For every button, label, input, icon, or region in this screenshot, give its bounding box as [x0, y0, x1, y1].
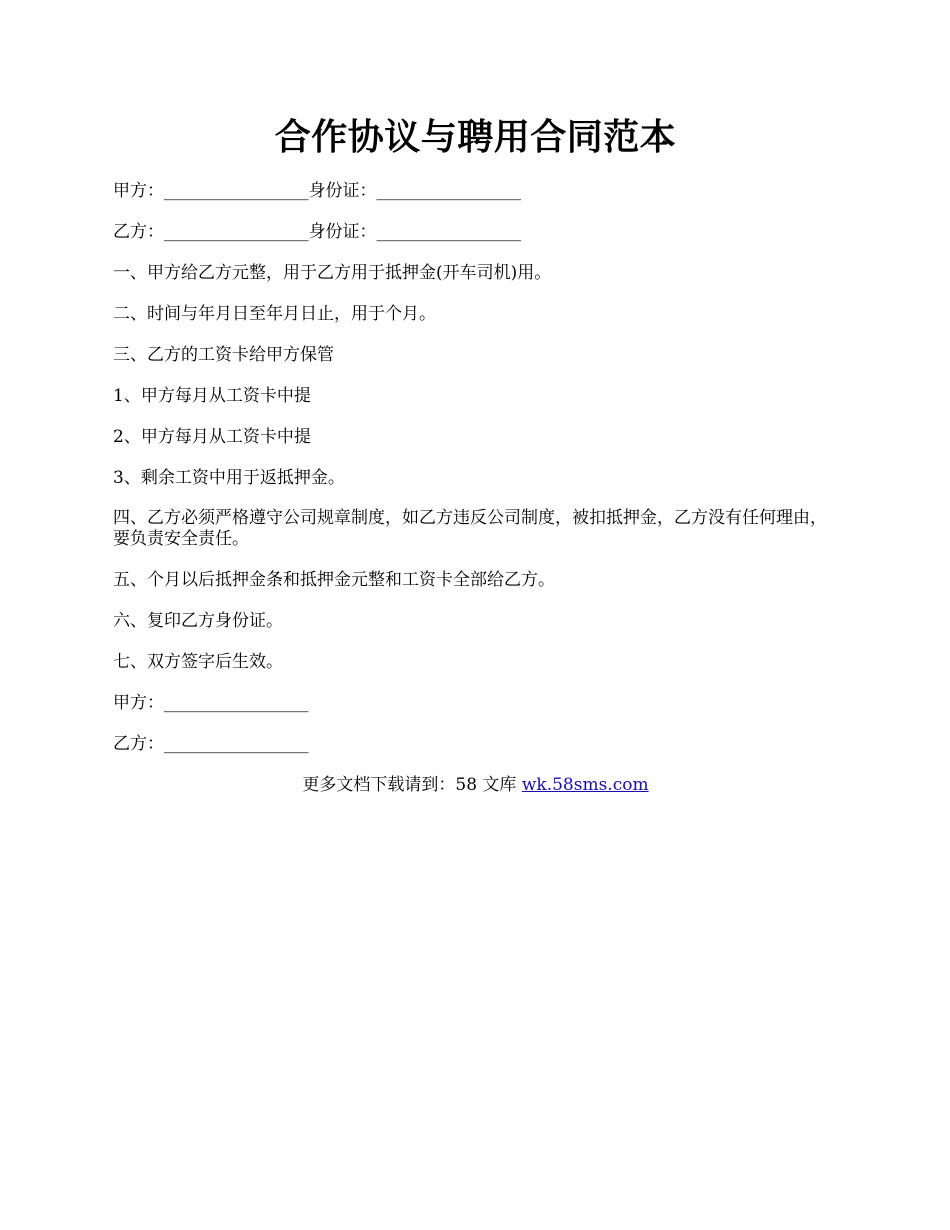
clause-6: 六、复印乙方身份证。 — [113, 611, 283, 631]
download-footer — [113, 774, 838, 796]
clause-3-item-1: 1、甲方每月从工资卡中提 — [113, 386, 311, 406]
clause-4: 四、乙方必须严格遵守公司规章制度，如乙方违反公司制度，被扣抵押金，乙方没有任何理由，要负责安全责任。 — [113, 508, 827, 549]
clause-2: 二、时间与年月日至年月日止，用于个月。 — [113, 304, 436, 324]
clause-7: 七、双方签字后生效。 — [113, 652, 283, 672]
party-b-id-line: 乙方：_________________身份证：_________________ — [113, 222, 521, 242]
clause-5: 五、个月以后抵押金条和抵押金元整和工资卡全部给乙方。 — [113, 570, 555, 590]
footer-text: 更多文档下载请到：58 文库 — [302, 775, 522, 795]
footer-link[interactable]: wk.58sms.com — [521, 775, 649, 795]
party-b-signature-line: 乙方：_________________ — [113, 734, 309, 754]
clause-1: 一、甲方给乙方元整，用于乙方用于抵押金(开车司机)用。 — [113, 263, 552, 283]
clause-3-item-3: 3、剩余工资中用于返抵押金。 — [113, 468, 345, 488]
party-a-signature-line: 甲方：_________________ — [113, 693, 309, 713]
document-title: 合作协议与聘用合同范本 — [274, 116, 677, 158]
clause-3-item-2: 2、甲方每月从工资卡中提 — [113, 427, 311, 447]
clause-3: 三、乙方的工资卡给甲方保管 — [113, 345, 334, 365]
party-a-id-line: 甲方：_________________身份证：_________________ — [113, 181, 521, 201]
